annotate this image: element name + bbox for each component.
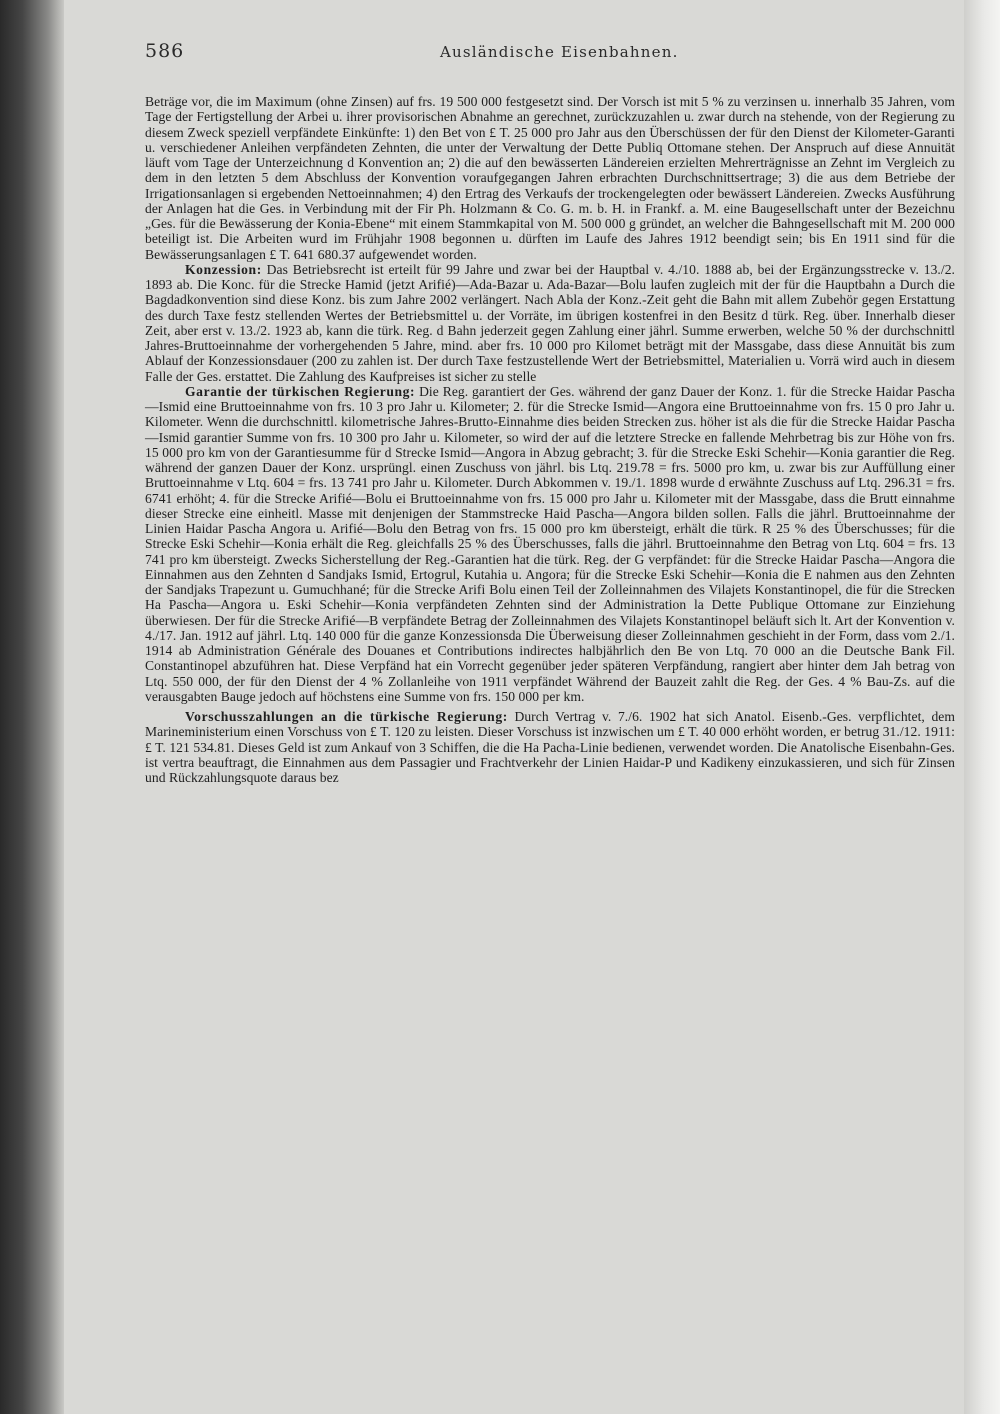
running-title: Ausländische Eisenbahnen. — [440, 43, 679, 61]
section-heading-vorschuss: Vorschusszahlungen an die türkische Regierung: — [185, 709, 508, 724]
section-heading-konzession: Konzession: — [185, 261, 262, 277]
paragraph-konzession — [145, 262, 955, 384]
paragraph-body: Das Betriebsrecht ist erteilt für 99 Jahre und zwar bei der Hauptbal v. 4./10. 1888 ab, bei der Ergänzungsstrecke v. 13./2. 1893 ab. Die Konc. für die Strecke Hamid (jetzt Arifié)—Ada-Bazar u. Ada-Bazar—Bolu laufen zugleich mit der für die Hauptbahn a Durch die Bagdadkonvention sind diese Konz. bis zum Jahre 2002 verlängert. Nach Abla der Konz.-Zeit geht die Bahn mit allem Zubehör gegen Erstattung des durch Taxe festz stellenden Wertes der Betriebsmittel u. der Vorräte, im übrigen kostenfrei in den Besitz d türk. Reg. über. Innerhalb dieser Zeit, aber erst v. 13./2. 1923 ab, kann die türk. Reg. d Bahn jederzeit gegen Zahlung einer jährl. Summe erwerben, welche 50 % der durchschnittl Jahres-Bruttoeinnahme der vorhergehenden 5 Jahre, mind. aber frs. 10 000 pro Kilomet beträgt mit der Massgabe, dass diese Annuität bis zum Ablauf der Konzessionsdauer (200 zu zahlen ist. Der durch Taxe festzustellende Wert der Betriebsmittel, Materialien u. Vorrä wird auch in diesem Falle der Ges. erstattet. Die Zahlung des Kaufpreises ist sicher zu stelle — [145, 261, 956, 384]
paragraph-irrigation — [145, 94, 955, 262]
section-heading-garantie: Garantie der türkischen Regierung: — [185, 383, 416, 399]
paragraph-body: Die Reg. garantiert der Ges. während der ganz Dauer der Konz. 1. für die Strecke Haidar Pascha—Ismid eine Bruttoeinnahme von frs. 10 3 pro Jahr u. Kilometer; 2. für die Strecke Ismid—Angora eine Bruttoeinnahme von frs. 15 0 pro Jahr u. Kilometer. Wenn die durchschnittl. kilometrische Jahres-Brutto-Einnahme dies beiden Strecken zus. höher ist als die für die Strecke Haidar Pascha—Ismid garantier Summe von frs. 10 300 pro Jahr u. Kilometer, so wird der auf die letztere Strecke en fallende Mehrbetrag bis zur Höhe von frs. 15 000 pro km von der Garantiesumme für d Strecke Ismid—Angora in Abzug gebracht; 3. für die Strecke Eski Schehir—Konia garantier die Reg. während der ganzen Dauer der Konz. ursprüngl. einen Zuschuss von jährl. bis Ltq. 219.78 = frs. 5000 pro km, u. zwar bis zur Auffüllung einer Bruttoeinnahme v Ltq. 604 = frs. 13 741 pro Jahr u. Kilometer. Durch Abkommen v. 19./1. 1898 wurde d erwähnte Zuschuss auf Ltq. 296.31 = frs. 6741 erhöht; 4. für die Strecke Arifié—Bolu ei Bruttoeinnahme von frs. 15 000 pro Jahr u. Kilometer mit der Massgabe, dass die Brutt einnahme dieser Strecke eine einheitl. Masse mit denjenigen der Stammstrecke Haid Pascha—Angora bilden sollen. Falls die jährl. Bruttoeinnahme der Linien Haidar Pascha Angora u. Arifié—Bolu den Betrag von frs. 15 000 pro km übersteigt, erhält die türk. R 25 % des Überschusses; für die Strecke Eski Schehir—Konia erhält die Reg. gleichfalls 25 % des Überschusses, falls die jährl. Bruttoeinnahme den Betrag von Ltq. 604 = frs. 13 741 pro km übersteigt. Zwecks Sicherstellung der Reg.-Garantien hat die türk. Reg. der G verpfändet: für die Strecke Haidar Pascha—Angora die Einnahmen aus den Zehnten d Sandjaks Ismid, Ertogrul, Kutahia u. Angora; für die Strecke Eski Schehir—Konia die E nahmen aus den Zehnten der Sandjaks Trapezunt u. Gumuchhané; für die Strecke Arifi Bolu einen Teil der Zolleinnahmen des Vilajets Konstantinopel, die für die Strecken Ha Pascha—Angora u. Eski Schehir—Konia verpfändeten Zehnten sind der Administration la Dette Publique Ottomane zur Einziehung überwiesen. Der für die Strecke Arifié—B verpfändete Betrag der Zolleinnahmen des Vilajets Konstantinopel beläuft sich lt. Art der Konvention v. 4./17. Jan. 1912 auf jährl. Ltq. 140 000 für die ganze Konzessionsda Die Überweisung dieser Zolleinnahmen geschieht in der Form, dass vom 2./1. 1914 ab Administration Générale des Douanes et Contributions indirectes halbjährlich den Be von Ltq. 70 000 an die Deutsche Bank Fil. Constantinopel abzuführen hat. Diese Verpfänd hat ein Vorrecht gegenüber jeder späteren Verpfändung, rangiert aber hinter dem Jah betrag von Ltq. 550 000, der für den Dienst der 4 % Zollanleihe von 1911 verpfändet Während der Bauzeit zahlt die Reg. der Ges. 4 % Bau-Zs. auf die verausgabten Bauge jedoch auf höchstens eine Summe von frs. 150 000 per km. — [145, 383, 955, 704]
paragraph-garantie — [145, 384, 955, 704]
paragraph-body: Beträge vor, die im Maximum (ohne Zinsen) auf frs. 19 500 000 festgesetzt sind. Der Vorsch ist mit 5 % zu verzinsen u. innerhalb 35 Jahren, vom Tage der Fertigstellung der Arbei u. ihrer provisorischen Abnahme an gerechnet, zurückzuzahlen u. zwar durch na stehende, von der Regierung zu diesem Zweck speziell verpfändete Einkünfte: 1) den Bet von £ T. 25 000 pro Jahr aus den Überschüssen der für den Dienst der Kilometer-Garanti u. verschiedener Anleihen verpfändeten Zehnten, die unter der Verwaltung der Dette Publiq Ottomane stehen. Der Anspruch auf diese Annuität läuft vom Tage der Unterzeichnung d Konvention an; 2) die auf den bewässerten Ländereien erzielten Mehrerträgnisse an Zehnt im Vergleich zu dem in den letzten 5 dem Abschluss der Konvention voraufgegangen Jahren erbrachten Durchschnittsertrage; 3) die aus dem Betriebe der Irrigationsanlagen si ergebenden Nettoeinnahmen; 4) den Ertrag des Verkaufs der trockengelegten oder bewässert Ländereien. Zwecks Ausführung der Anlagen hat die Ges. in Verbindung mit der Fir Ph. Holzmann & Co. G. m. b. H. in Frankf. a. M. eine Baugesellschaft unter der Bezeichnu „Ges. für die Bewässerung der Konia-Ebene“ mit einem Stammkapital von M. 500 000 g gründet, an welcher die Bahngesellschaft mit M. 200 000 beteiligt ist. Die Arbeiten wurd im Frühjahr 1908 begonnen u. dürften im Laufe des Jahres 1912 beendigt sein; bis En 1911 sind für die Bewässerungsanlagen £ T. 641 680.37 aufgewendet worden. — [145, 94, 955, 262]
paragraph-body: Durch Vertrag v. 7./6. 1902 hat sich Anatol. Eisenb.-Ges. verpflichtet, dem Marineministerium einen Vorschuss von £ T. 120 zu leisten. Dieser Vorschuss ist inzwischen um £ T. 40 000 erhöht worden, er betrug 31./12. 1911: £ T. 121 534.81. Dieses Geld ist zum Ankauf von 3 Schiffen, die die Ha Pacha-Linie bedienen, verwendet worden. Die Anatolische Eisenbahn-Ges. ist vertra beauftragt, die Einnahmen aus dem Passagier und Frachtverkehr der Linien Haidar-P und Kadikeny einzukassieren, und sich für Zinsen und Rückzahlungsquote daraus bez — [145, 709, 955, 785]
page-number: 586 — [145, 40, 185, 62]
paragraph-vorschuss — [145, 709, 955, 785]
binding-shadow — [0, 0, 64, 1414]
page-header — [145, 40, 965, 70]
page-edge — [964, 0, 1000, 1414]
text-column — [145, 94, 955, 785]
